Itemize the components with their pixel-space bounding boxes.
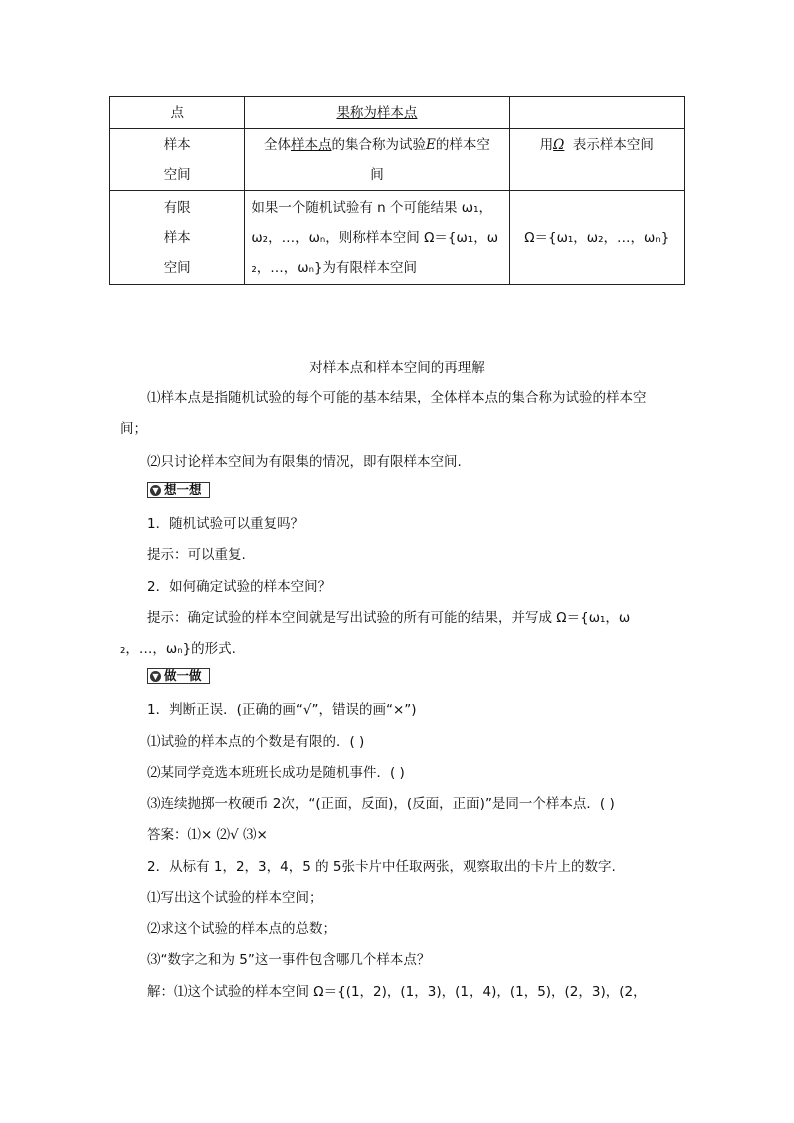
cell-text: 空间	[163, 259, 191, 276]
table-cell	[245, 191, 509, 285]
table-cell: Ω＝{ω₁，ω₂，…，ωₙ}	[509, 191, 684, 285]
solution-line: 解：⑴这个试验的样本空间 Ω＝{(1，2)，(1，3)，(1，4)，(1，5)，(2，3)，(2，	[147, 984, 647, 1000]
table-row	[110, 129, 685, 191]
question-line: ⑵某同学竞选本班班长成功是随机事件．( )	[147, 765, 405, 781]
paragraph-line: ⑴样本点是指随机试验的每个可能的基本结果，全体样本点的集合称为试验的样本空	[147, 390, 647, 406]
question-line: 2．从标有 1，2，3，4，5 的 5张卡片中任取两张，观察取出的卡片上的数字.	[147, 859, 616, 875]
cell-text: 样本	[163, 229, 191, 246]
cell-text-part: 的样本空	[435, 136, 490, 153]
question-line: ⑴试验的样本点的个数是有限的．( )	[147, 734, 365, 750]
chevron-down-icon: ▼	[150, 671, 161, 682]
question-line: ⑶“数字之和为 5”这一事件包含哪几个样本点？	[147, 952, 431, 968]
cell-text: 空间	[163, 166, 191, 183]
section-title: 对样本点和样本空间的再理解	[309, 360, 485, 376]
question-line: ⑶连续抛掷一枚硬币 2次，“(正面，反面)，(反面，正面)”是同一个样本点．( )	[147, 796, 615, 812]
table-cell	[110, 191, 245, 285]
table-row	[110, 97, 685, 129]
badge-label: 想一想	[164, 482, 202, 497]
table-cell: 点	[110, 97, 245, 129]
variable-E: E	[426, 136, 436, 153]
badge-label: 做一做	[164, 668, 202, 683]
definition-table	[109, 96, 685, 285]
underlined-text: 样本点	[291, 136, 332, 153]
table-row	[110, 191, 685, 285]
table-cell	[509, 129, 684, 191]
paragraph-line: ⑵只讨论样本空间为有限集的情况，即有限样本空间.	[147, 454, 462, 470]
cell-text-part: 全体	[264, 136, 292, 153]
table-cell	[110, 129, 245, 191]
answer-line: 提示：确定试验的样本空间就是写出试验的所有可能的结果，并写成 Ω＝{ω₁，ω	[147, 610, 631, 626]
paragraph-line: 间；	[120, 421, 147, 437]
omega-symbol: Ω	[553, 137, 565, 153]
table-cell	[245, 97, 509, 129]
cell-text-part: 表示样本空间	[564, 137, 654, 153]
answer-line: 提示：可以重复.	[147, 547, 246, 563]
cell-text: 有限	[163, 199, 191, 216]
think-badge	[147, 482, 210, 498]
cell-text: 间	[370, 166, 384, 183]
question-line: ⑴写出这个试验的样本空间；	[147, 890, 323, 906]
cell-text: ω₂，…，ωₙ，则称样本空间 Ω＝{ω₁，ω	[251, 229, 498, 246]
answer-line: 答案：⑴× ⑵√ ⑶×	[147, 827, 268, 843]
cell-text	[245, 130, 508, 160]
cell-text: ₂，…，ωₙ}为有限样本空间	[251, 259, 418, 276]
table-cell	[245, 129, 509, 191]
table-cell	[509, 97, 684, 129]
do-badge	[147, 668, 210, 684]
chevron-down-icon: ▼	[150, 485, 161, 496]
question-line: 1．判断正误．(正确的画“√”，错误的画“×”)	[147, 702, 417, 718]
underlined-text: 果称为样本点	[336, 104, 418, 121]
cell-text: 如果一个随机试验有 n 个可能结果 ω₁，	[251, 199, 493, 216]
question-line: 2．如何确定试验的样本空间？	[147, 579, 332, 595]
cell-text: 样本	[163, 136, 191, 153]
question-line: ⑵求这个试验的样本点的总数；	[147, 921, 336, 937]
cell-text-part: 的集合称为试验	[331, 136, 427, 153]
cell-text-part: 用	[539, 137, 554, 153]
answer-line: ₂，…，ωₙ}的形式.	[120, 641, 236, 657]
question-line: 1．随机试验可以重复吗？	[147, 516, 305, 532]
